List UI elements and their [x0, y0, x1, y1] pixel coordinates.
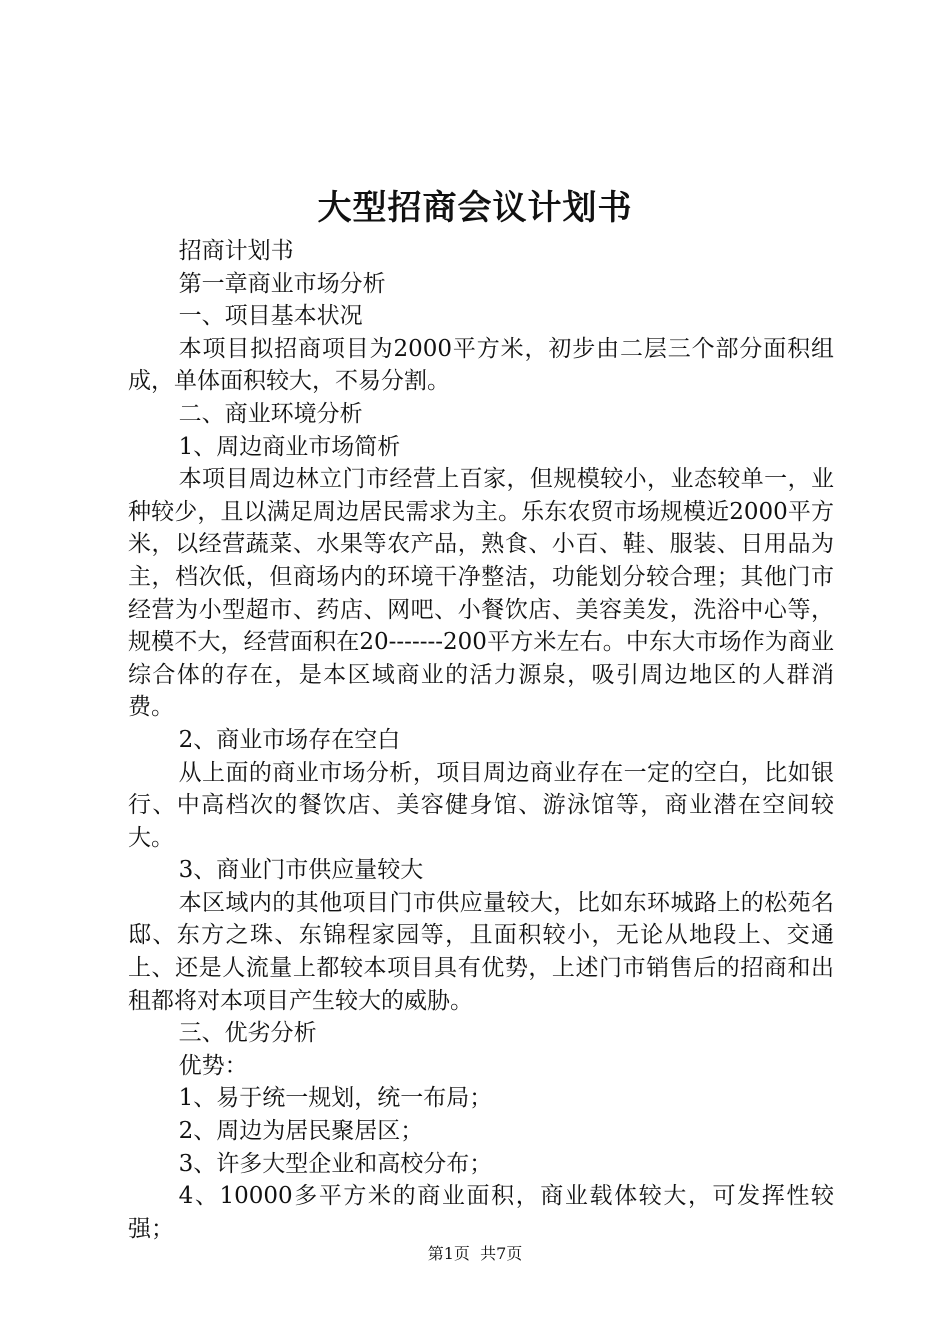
paragraph: 招商计划书 [178, 238, 294, 264]
paragraph: 1、易于统一规划，统一布局； [178, 1085, 493, 1112]
paragraph: 本区域内的其他项目门市供应量较大，比如东环城路上的松苑名邸、东方之珠、东锦程家园等，且面积较小，无论从地段上、交通上、还是人流量上都较本项目具有优势，上述门市销售后的招商和出租都将对本项目产生较大的威胁。 [128, 889, 834, 1014]
paragraph: 优势： [178, 1052, 248, 1079]
paragraph: 2、周边为居民聚居区； [178, 1118, 424, 1145]
paragraph: 从上面的商业市场分析，项目周边商业存在一定的空白，比如银行、中高档次的餐饮店、美容健身馆、游泳馆等，商业潜在空间较大。 [128, 759, 834, 851]
paragraph: 二、商业环境分析 [178, 400, 363, 427]
paragraph: 第一章商业市场分析 [178, 270, 386, 297]
page-total: 共7页 [480, 1244, 523, 1263]
paragraph: 2、商业市场存在空白 [178, 726, 401, 753]
paragraph: 三、优劣分析 [178, 1020, 317, 1047]
paragraph: 3、许多大型企业和高校分布； [178, 1150, 493, 1177]
document-body [128, 235, 834, 1245]
paragraph: 4、10000多平方米的商业面积，商业载体较大，可发挥性较强； [128, 1183, 834, 1242]
page-number: 第1页 [427, 1244, 470, 1263]
paragraph: 1、周边商业市场简析 [178, 433, 401, 460]
paragraph: 本项目周边林立门市经营上百家，但规模较小，业态较单一，业种较少，且以满足周边居民需求为主。乐东农贸市场规模近2000平方米，以经营蔬菜、水果等农产品，熟食、小百、鞋、服装、日用品为主，档次低，但商场内的环境干净整洁，功能划分较合理；其他门市经营为小型超市、药店、网吧、小餐饮店、美容美发，洗浴中心等，规模不大，经营面积在20-------200平方米左右。中东大市场作为商业综合体的存在，是本区域商业的活力源泉，吸引周边地区的人群消费。 [128, 466, 834, 721]
paragraph: 一、项目基本状况 [178, 303, 363, 330]
paragraph: 本项目拟招商项目为2000平方米，初步由二层三个部分面积组成，单体面积较大，不易分割。 [128, 335, 834, 395]
paragraph: 3、商业门市供应量较大 [178, 857, 424, 884]
page-footer [0, 1243, 950, 1265]
document-title: 大型招商会议计划书 [317, 188, 633, 228]
